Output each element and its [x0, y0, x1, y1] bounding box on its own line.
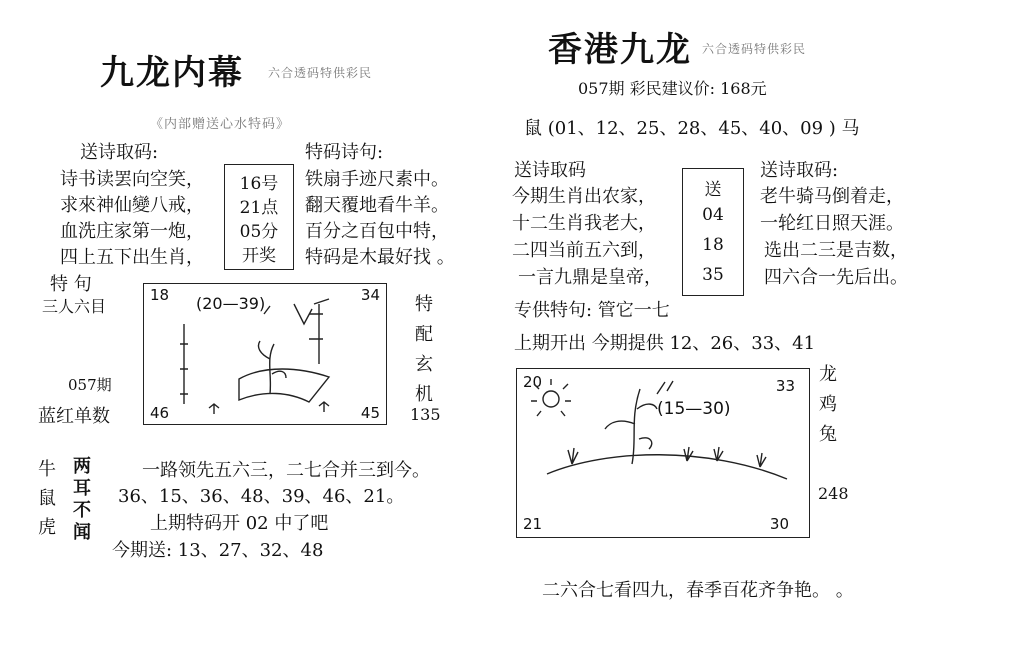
tejyu-text: 三人六目 — [42, 297, 107, 316]
left-poem-line: 血洗庄家第一炮， — [60, 221, 204, 242]
left-line-4: 今期送: 13、27、32、48 — [112, 540, 324, 561]
pic-corner-bl: 21 — [523, 515, 543, 533]
pic-range: (15—30) — [657, 399, 731, 419]
pic-corner-tr: 33 — [775, 377, 795, 395]
right-side-number: 248 — [818, 484, 849, 503]
left-title: 九龙内幕 — [100, 53, 244, 93]
right-issue-line: 057期 彩民建议价: 168元 — [578, 79, 767, 98]
box-line: 04 — [702, 205, 724, 225]
left-line-1: 一路领先五六三，二七合并三到今。 — [142, 460, 430, 481]
right-poem2-line: 四六合一先后出。 — [764, 267, 908, 288]
right-poem2-line: 一轮红日照天涯。 — [760, 213, 904, 234]
left-poem2-line: 百分之百包中特， — [305, 221, 449, 242]
left-side-vertical: 特配玄机 — [415, 294, 433, 405]
left-poem-heading: 送诗取码: — [80, 142, 159, 163]
left-poem2-line: 翻天覆地看牛羊。 — [305, 195, 449, 216]
zodiac-tiger: 虎 — [38, 517, 56, 538]
box-line: 21点 — [239, 198, 279, 218]
pic-corner-tl: 18 — [150, 286, 170, 304]
zodiac-ox: 牛 — [38, 459, 56, 480]
pic-range: (20—39) — [196, 294, 266, 313]
right-subtitle: 六合透码特供彩民 — [702, 42, 807, 56]
zodiac-rat: 鼠 — [38, 488, 56, 509]
left-line-3: 上期特码开 02 中了吧 — [150, 513, 329, 534]
left-side-number: 135 — [410, 405, 441, 424]
right-picture-box — [516, 368, 810, 538]
right-poem-line: 一言九鼎是皇帝， — [518, 267, 662, 288]
box-line: 18 — [702, 235, 724, 255]
left-line-2: 36、15、36、48、39、46、21。 — [118, 486, 405, 507]
left-issue: 057期 — [68, 376, 112, 394]
right-footer: 二六合七看四九，春季百花齐争艳。 。 — [542, 580, 854, 601]
left-poem-line: 四上五下出生肖， — [60, 247, 204, 268]
left-poem2-heading: 特码诗句: — [305, 142, 384, 163]
left-poem-line: 诗书读罢向空笑， — [60, 169, 204, 190]
left-poem2-line: 铁扇手迹尺素中。 — [305, 169, 449, 190]
right-poem-heading: 送诗取码 — [514, 160, 586, 181]
pic-corner-tr: 34 — [360, 286, 380, 304]
right-side-vertical: 龙鸡兔 — [819, 364, 837, 445]
right-number-box — [682, 168, 744, 296]
box-line: 35 — [702, 265, 724, 285]
left-poem-line: 求來神仙變八戒， — [60, 195, 204, 216]
box-line: 16号 — [239, 174, 279, 194]
left-subtitle: 六合透码特供彩民 — [268, 66, 373, 80]
right-poem2-heading: 送诗取码: — [760, 160, 839, 181]
right-poem-line: 今期生肖出农家， — [512, 186, 656, 207]
right-poem2-line: 选出二三是吉数， — [764, 240, 908, 261]
left-poem2-line: 特码是木最好找 。 — [305, 247, 455, 268]
pic-corner-br: 30 — [769, 515, 789, 533]
blue-red-label: 蓝红单数 — [38, 406, 110, 427]
left-banner: 《内部赠送心水特码》 — [150, 117, 291, 132]
pic-corner-tl: 20 — [523, 373, 543, 391]
right-sketch — [517, 369, 809, 537]
right-shu-line: 鼠 (01、12、25、28、45、40、09 ) 马 — [524, 118, 860, 139]
right-title: 香港九龙 — [548, 30, 692, 70]
pic-corner-br: 45 — [360, 404, 380, 422]
pic-corner-bl: 46 — [150, 404, 170, 422]
tejyu-label: 特 句 — [50, 274, 92, 295]
box-line: 05分 — [239, 222, 279, 242]
right-special-line: 专供特句: 管它一七 — [514, 300, 670, 321]
right-last-open-line: 上期开出 今期提供 12、26、33、41 — [514, 333, 816, 354]
right-poem-line: 二四当前五六到， — [512, 240, 656, 261]
left-sketch — [144, 284, 386, 424]
left-draw-time-box — [224, 164, 294, 270]
left-picture-box — [143, 283, 387, 425]
box-line: 送 — [704, 180, 722, 200]
bold-vertical-text: 两耳不闻 — [73, 456, 91, 543]
right-poem-line: 十二生肖我老大， — [512, 213, 656, 234]
right-poem2-line: 老牛骑马倒着走， — [760, 186, 904, 207]
box-line: 开奖 — [242, 246, 276, 266]
